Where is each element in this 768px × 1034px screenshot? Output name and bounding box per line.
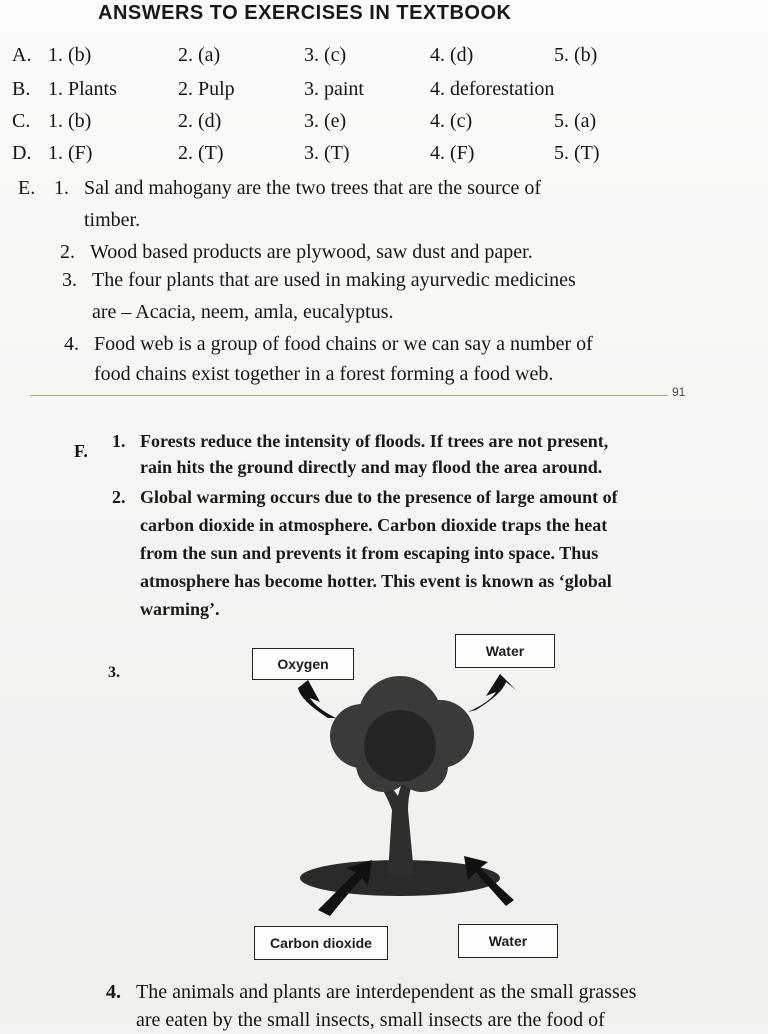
answer-cell: 3. (e) [304, 110, 347, 132]
page-divider [30, 395, 668, 396]
section-label: F. [74, 441, 88, 461]
answer-line: are – Acacia, neem, amla, eucalyptus. [92, 301, 394, 323]
answer-cell: 5. (b) [554, 44, 598, 66]
carbon-dioxide-box: Carbon dioxide [254, 926, 388, 960]
answer-line: Food web is a group of food chains or we can say a number of [94, 333, 593, 355]
water-bottom-box: Water [458, 924, 558, 958]
section-label: E. [18, 177, 36, 199]
section-b-row [12, 78, 732, 108]
f-answer-2 [112, 484, 712, 644]
answer-line: Sal and mahogany are the two trees that are the source of [84, 177, 542, 199]
section-c-row [12, 110, 732, 140]
e-answer-1 [54, 174, 734, 234]
oxygen-arrow-icon [288, 680, 336, 718]
answer-cell: 4. (F) [430, 142, 475, 164]
tree-canopy [330, 676, 474, 792]
answer-cell: 4. (d) [430, 44, 474, 66]
e-answer-2 [60, 238, 740, 268]
answer-cell: 5. (a) [554, 110, 597, 132]
answer-cell: 5. (T) [554, 142, 600, 164]
answer-cell: 1. (b) [48, 110, 92, 132]
answer-number: 3. [62, 269, 77, 291]
section-label: D. [12, 142, 32, 164]
answer-line: Forests reduce the intensity of floods. If trees are not present, [140, 431, 609, 451]
e-answer-3 [62, 266, 742, 326]
answer-number: 4. [64, 333, 79, 355]
answer-line: food chains exist together in a forest forming a food web. [94, 363, 554, 385]
answer-cell: 1. (b) [48, 44, 92, 66]
answer-cell: 2. Pulp [178, 78, 235, 100]
answer-line: are eaten by the small insects, small insects are the food of [136, 1009, 605, 1031]
answer-number: 4. [106, 981, 121, 1003]
answer-cell: 3. (T) [304, 142, 350, 164]
section-label: A. [12, 44, 32, 66]
answer-cell: 1. Plants [48, 78, 117, 100]
answer-number: 1. [112, 431, 126, 451]
tree-illustration [280, 660, 540, 920]
answer-line: atmosphere has become hotter. This event is known as ‘global [140, 571, 612, 591]
answer-line: from the sun and prevents it from escaping into space. Thus [140, 543, 599, 563]
section-label: C. [12, 110, 31, 132]
section-d-row [12, 142, 732, 172]
answer-line: timber. [84, 209, 141, 231]
answer-line: Global warming occurs due to the presence of large amount of [140, 487, 618, 507]
water-out-arrow-icon [468, 674, 516, 712]
water-top-box: Water [455, 634, 555, 668]
answer-cell: 3. (c) [304, 44, 347, 66]
answer-cell: 1. (F) [48, 142, 93, 164]
answer-line: rain hits the ground directly and may flood the area around. [140, 457, 603, 477]
answer-cell: 4. (c) [430, 110, 473, 132]
answer-cell: 3. paint [304, 78, 364, 100]
f-answer-1 [112, 428, 712, 488]
section-label: B. [12, 78, 31, 100]
page-title: ANSWERS TO EXERCISES IN TEXTBOOK [98, 2, 512, 24]
answer-cell: 4. deforestation [430, 78, 555, 100]
answer-number: 2. [60, 241, 75, 263]
page-number: 91 [672, 385, 686, 399]
answer-line: Wood based products are plywood, saw dust and paper. [90, 241, 533, 263]
e-answer-4 [64, 330, 744, 390]
answer-line: The four plants that are used in making ayurvedic medicines [92, 269, 576, 291]
answer-number: 1. [54, 177, 69, 199]
answer-number: 2. [112, 487, 126, 507]
answer-line: The animals and plants are interdependent as the small grasses [136, 981, 637, 1003]
answer-line: warming’. [140, 599, 220, 619]
question-number: 3. [108, 664, 120, 681]
answer-cell: 2. (d) [178, 110, 222, 132]
answer-cell: 2. (T) [178, 142, 224, 164]
section-a-row [12, 44, 732, 74]
answer-line: carbon dioxide in atmosphere. Carbon dioxide traps the heat [140, 515, 608, 535]
answer-cell: 2. (a) [178, 44, 221, 66]
oxygen-box: Oxygen [252, 648, 354, 680]
